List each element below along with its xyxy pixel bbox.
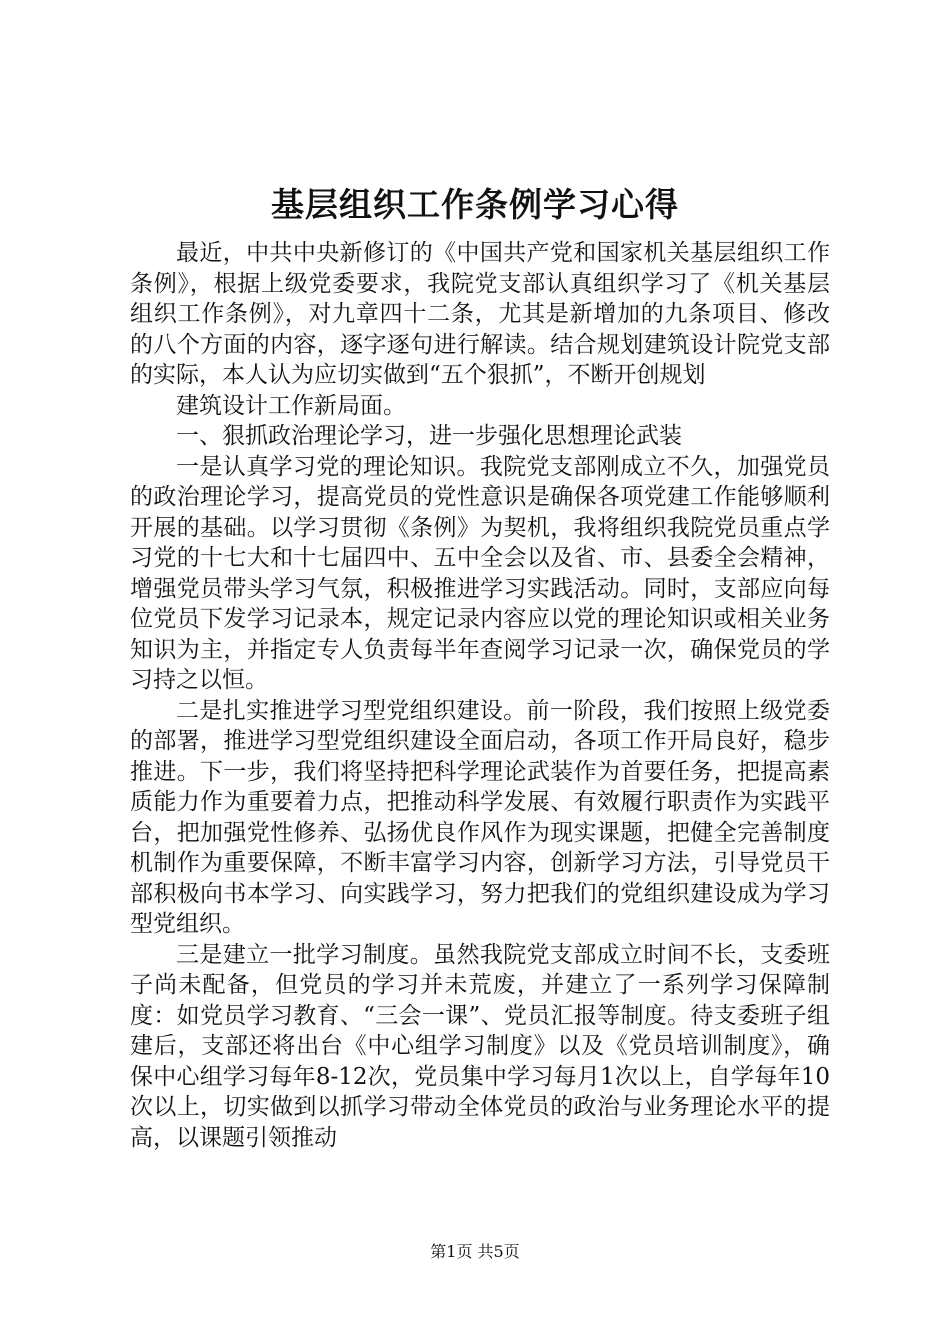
paragraph-intro-continued: 建筑设计工作新局面。 bbox=[176, 392, 406, 419]
document-body bbox=[130, 238, 830, 1153]
document-title: 基层组织工作条例学习心得 bbox=[271, 185, 679, 224]
paragraph-point-1: 一是认真学习党的理论知识。我院党支部刚成立不久，加强党员的政治理论学习，提高党员的党性意识是确保各项党建工作能够顺利开展的基础。以学习贯彻《条例》为契机，我将组织我院党员重点学习党的十七大和十七届四中、五中全会以及省、市、县委全会精神，增强党员带头学习气氛，积极推进学习实践活动。同时，支部应向每位党员下发学习记录本，规定记录内容应以党的理论知识或相关业务知识为主，并指定专人负责每半年查阅学习记录一次，确保党员的学习持之以恒。 bbox=[130, 453, 830, 693]
paragraph-intro: 最近，中共中央新修订的《中国共产党和国家机关基层组织工作条例》，根据上级党委要求，我院党支部认真组织学习了《机关基层组织工作条例》，对九章四十二条，尤其是新增加的九条项目、修改的八个方面的内容，逐字逐句进行解读。结合规划建筑设计院党支部的实际，本人认为应切实做到“五个狠抓”，不断开创规划 bbox=[130, 240, 830, 388]
paragraph-point-3: 三是建立一批学习制度。虽然我院党支部成立时间不长，支委班子尚未配备，但党员的学习并未荒废，并建立了一系列学习保障制度：如党员学习教育、“三会一课”、党员汇报等制度。待支委班子组建后，支部还将出台《中心组学习制度》以及《党员培训制度》，确保中心组学习每年8-12次，党员集中学习每月1次以上，自学每年10次以上，切实做到以抓学习带动全体党员的政治与业务理论水平的提高，以课题引领推动 bbox=[130, 941, 830, 1151]
page-number: 第1页 共5页 bbox=[430, 1242, 520, 1261]
paragraph-point-2: 二是扎实推进学习型党组织建设。前一阶段，我们按照上级党委的部署，推进学习型党组织建设全面启动，各项工作开局良好，稳步推进。下一步，我们将坚持把科学理论武装作为首要任务，把提高素质能力作为重要着力点，把推动科学发展、有效履行职责作为实践平台，把加强党性修养、弘扬优良作风作为现实课题，把健全完善制度机制作为重要保障，不断丰富学习内容，创新学习方法，引导党员干部积极向书本学习、向实践学习，努力把我们的党组织建设成为学习型党组织。 bbox=[130, 697, 830, 937]
section-heading-1: 一、狠抓政治理论学习，进一步强化思想理论武装 bbox=[176, 423, 682, 449]
